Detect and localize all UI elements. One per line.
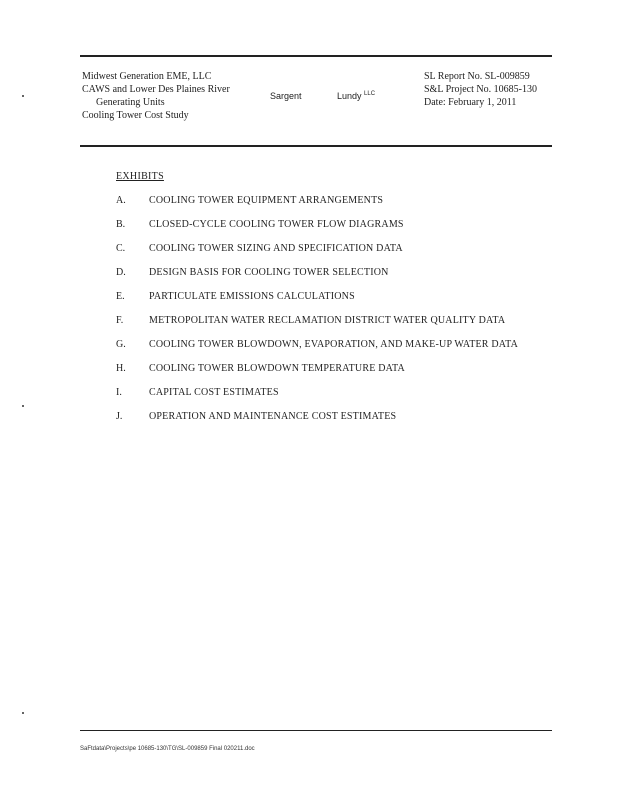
scan-speck [22, 712, 24, 714]
exhibit-title: OPERATION AND MAINTENANCE COST ESTIMATES [149, 411, 397, 422]
exhibit-item-j [116, 411, 396, 423]
company-name: Midwest Generation EME, LLC [82, 71, 212, 82]
exhibit-title: CLOSED-CYCLE COOLING TOWER FLOW DIAGRAMS [149, 219, 404, 230]
project-line-2: Generating Units [96, 97, 165, 108]
footer-rule [80, 730, 552, 731]
report-date: Date: February 1, 2011 [424, 97, 517, 108]
exhibit-title: PARTICULATE EMISSIONS CALCULATIONS [149, 291, 355, 302]
header-left-block [82, 70, 230, 122]
logo-mark: LLC [364, 91, 376, 97]
exhibit-letter: G. [116, 339, 126, 350]
exhibit-item-d [116, 267, 389, 279]
exhibit-title: DESIGN BASIS FOR COOLING TOWER SELECTION [149, 267, 389, 278]
exhibit-letter: F. [116, 315, 124, 326]
exhibit-letter: J. [116, 411, 123, 422]
scan-speck [22, 405, 24, 407]
exhibit-letter: C. [116, 243, 126, 254]
study-title: Cooling Tower Cost Study [82, 110, 189, 121]
exhibit-item-e [116, 291, 355, 303]
logo-sargent: Sargent [270, 91, 302, 101]
exhibit-letter: I. [116, 387, 122, 398]
scan-speck [22, 95, 24, 97]
header-right-block [424, 70, 537, 109]
report-number: SL Report No. SL-009859 [424, 71, 530, 82]
exhibit-title: METROPOLITAN WATER RECLAMATION DISTRICT WATER QUALITY DATA [149, 315, 506, 326]
exhibit-title: CAPITAL COST ESTIMATES [149, 387, 279, 398]
logo-lundy [337, 91, 375, 101]
exhibit-letter: D. [116, 267, 126, 278]
exhibit-title: COOLING TOWER BLOWDOWN TEMPERATURE DATA [149, 363, 405, 374]
project-line-1: CAWS and Lower Des Plaines River [82, 84, 230, 95]
exhibit-letter: B. [116, 219, 126, 230]
header-top-rule [80, 55, 552, 57]
exhibit-title: COOLING TOWER SIZING AND SPECIFICATION DATA [149, 243, 403, 254]
exhibit-item-f [116, 315, 505, 327]
exhibit-item-a [116, 195, 383, 207]
exhibit-title: COOLING TOWER EQUIPMENT ARRANGEMENTS [149, 195, 384, 206]
logo-lundy-text: Lundy [337, 91, 362, 101]
exhibits-heading: EXHIBITS [116, 171, 164, 182]
exhibit-item-h [116, 363, 405, 375]
header-bottom-rule [80, 145, 552, 147]
exhibit-title: COOLING TOWER BLOWDOWN, EVAPORATION, AND MAKE-UP WATER DATA [149, 339, 519, 350]
exhibit-item-g [116, 339, 518, 351]
exhibit-item-c [116, 243, 403, 255]
project-number: S&L Project No. 10685-130 [424, 84, 537, 95]
footer-file-path: SaFtdata\Projects\pe 10685-130\TG\SL-009859 Final 020211.doc [80, 746, 255, 752]
exhibit-letter: E. [116, 291, 125, 302]
exhibit-item-b [116, 219, 404, 231]
exhibit-letter: A. [116, 195, 126, 206]
exhibit-item-i [116, 387, 279, 399]
exhibit-letter: H. [116, 363, 126, 374]
